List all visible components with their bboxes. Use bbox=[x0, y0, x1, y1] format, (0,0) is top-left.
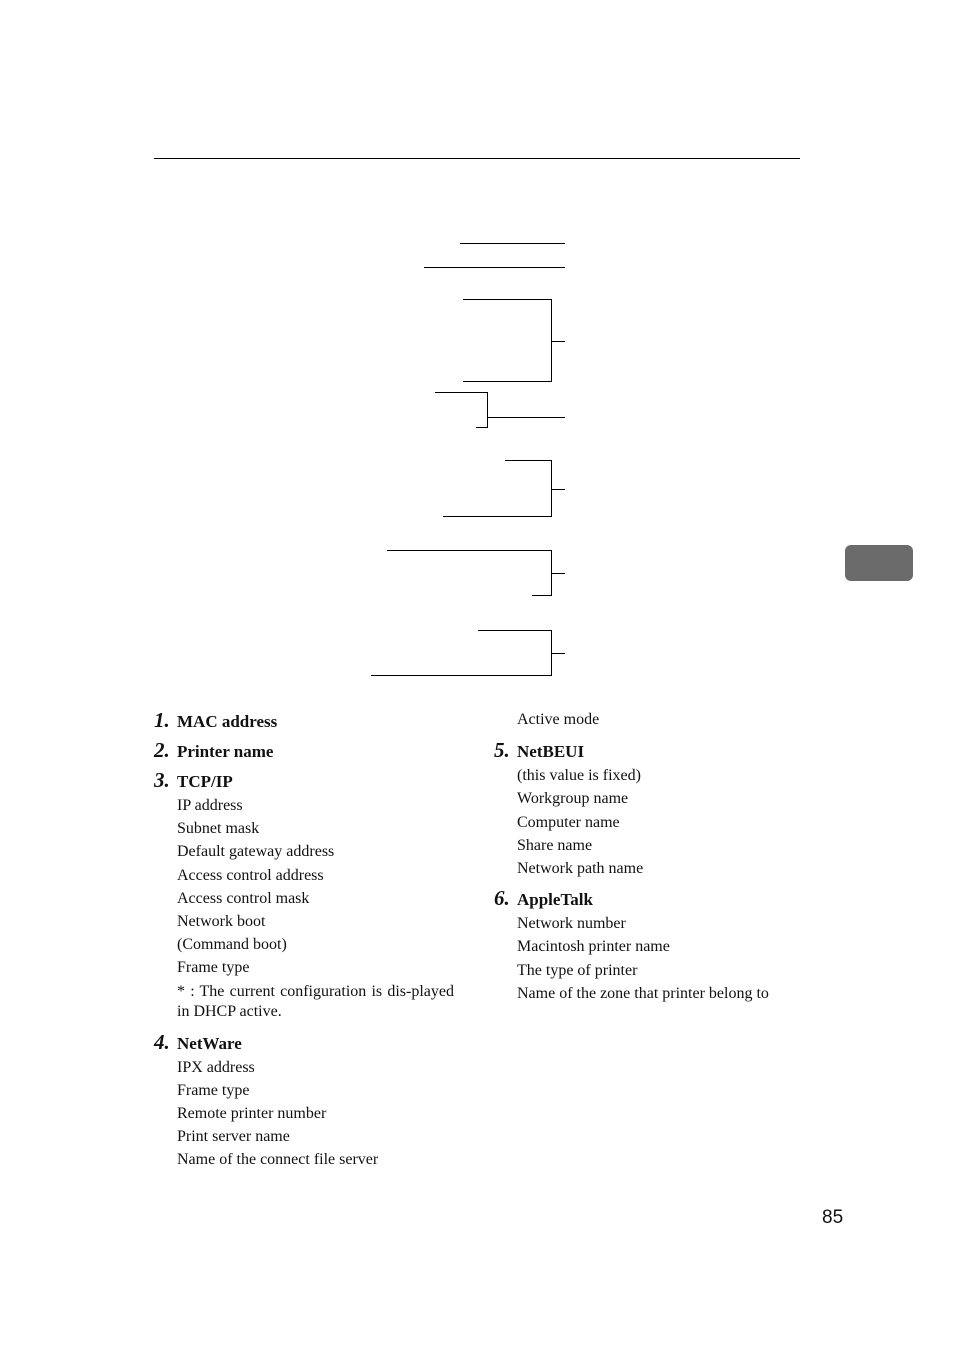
list-item: Macintosh printer name bbox=[517, 938, 670, 956]
list-item: Frame type bbox=[177, 1081, 250, 1099]
list-item: Share name bbox=[517, 836, 593, 854]
section-netbeui bbox=[494, 736, 804, 880]
callout-bracket-4 bbox=[435, 393, 488, 428]
section-title: Printer name bbox=[177, 742, 274, 761]
dhcp-note: * : The current configuration is dis-played in DHCP active. bbox=[177, 982, 454, 1020]
section-title: TCP/IP bbox=[177, 772, 233, 791]
section-title: AppleTalk bbox=[517, 890, 593, 910]
section-title: MAC address bbox=[177, 712, 278, 731]
callout-bracket-3 bbox=[463, 300, 552, 382]
list-item-continuation: Active mode bbox=[517, 711, 600, 728]
section-tcp-ip bbox=[154, 766, 454, 1022]
list-item: Network path name bbox=[517, 860, 644, 878]
right-column bbox=[494, 706, 804, 1004]
list-item: Default gateway address bbox=[177, 843, 335, 861]
section-printer-name bbox=[154, 736, 454, 766]
section-title: NetWare bbox=[177, 1033, 242, 1053]
list-item: Computer name bbox=[517, 813, 620, 831]
list-item: IP address bbox=[177, 797, 243, 814]
section-number: 5. bbox=[494, 738, 510, 763]
section-number: 1. bbox=[154, 708, 170, 732]
list-item: Name of the zone that printer belong to bbox=[517, 984, 769, 1002]
list-item: Workgroup name bbox=[517, 790, 629, 808]
list-item: Remote printer number bbox=[177, 1105, 327, 1123]
section-number: 4. bbox=[154, 1029, 170, 1054]
list-item: Print server name bbox=[177, 1128, 290, 1146]
list-item: Network number bbox=[517, 915, 626, 933]
section-number: 3. bbox=[154, 768, 170, 792]
page-number: 85 bbox=[822, 1207, 844, 1228]
list-item: Network boot bbox=[177, 913, 266, 931]
section-title: NetBEUI bbox=[517, 742, 585, 762]
list-item: Access control mask bbox=[177, 889, 310, 907]
callout-bracket-5 bbox=[443, 461, 552, 517]
section-netware bbox=[154, 1028, 454, 1172]
list-item: (Command boot) bbox=[177, 936, 287, 954]
list-item: IPX address bbox=[177, 1058, 255, 1076]
list-item: Subnet mask bbox=[177, 820, 260, 838]
callout-bracket-7 bbox=[371, 631, 552, 676]
list-item: Access control address bbox=[177, 866, 324, 884]
list-item: (this value is fixed) bbox=[517, 767, 641, 785]
list-item: Frame type bbox=[177, 959, 250, 977]
list-item: Name of the connect file server bbox=[177, 1151, 379, 1169]
list-item: The type of printer bbox=[517, 961, 638, 979]
section-appletalk bbox=[494, 884, 804, 1004]
section-number: 2. bbox=[154, 738, 170, 762]
section-mac-address bbox=[154, 706, 454, 736]
callout-bracket-6 bbox=[387, 551, 552, 596]
left-column bbox=[154, 706, 454, 1172]
section-number: 6. bbox=[494, 886, 510, 911]
